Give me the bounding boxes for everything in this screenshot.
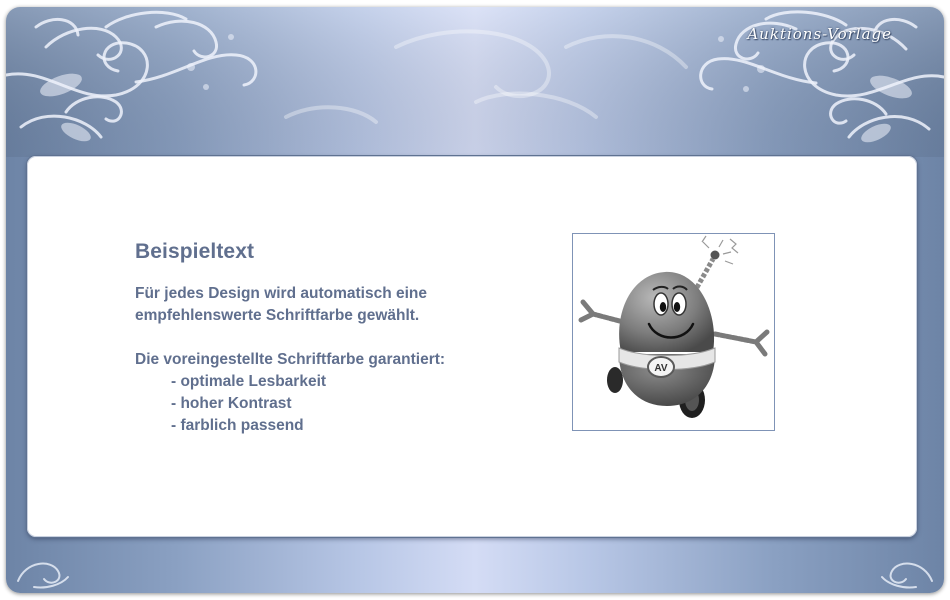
list-item: - optimale Lesbarkeit — [171, 373, 327, 390]
list-item: - farblich passend — [171, 417, 304, 434]
list-item: - hoher Kontrast — [171, 395, 292, 412]
footer-left-swirl-icon — [18, 564, 68, 588]
brand-signature: Auktions-Vorlage — [747, 25, 892, 43]
page-frame — [6, 7, 944, 593]
content-heading: Beispieltext — [135, 240, 255, 263]
footer-right-swirl-icon — [882, 564, 932, 588]
paragraph-spacer — [135, 327, 535, 349]
paragraph-1-line-1: Für jedes Design wird automatisch eine — [135, 285, 427, 302]
badge-text: AV — [654, 363, 668, 374]
footer-ornament — [6, 541, 944, 593]
robot-mascot-icon — [573, 234, 774, 430]
paragraph-1-line-2: empfehlenswerte Schriftfarbe gewählt. — [135, 307, 420, 324]
feature-list — [135, 371, 535, 437]
paragraph-2: Die voreingestellte Schriftfarbe garantiert: — [135, 351, 446, 368]
content-panel — [27, 156, 917, 537]
sample-text-block — [135, 240, 535, 437]
product-image — [572, 233, 775, 431]
